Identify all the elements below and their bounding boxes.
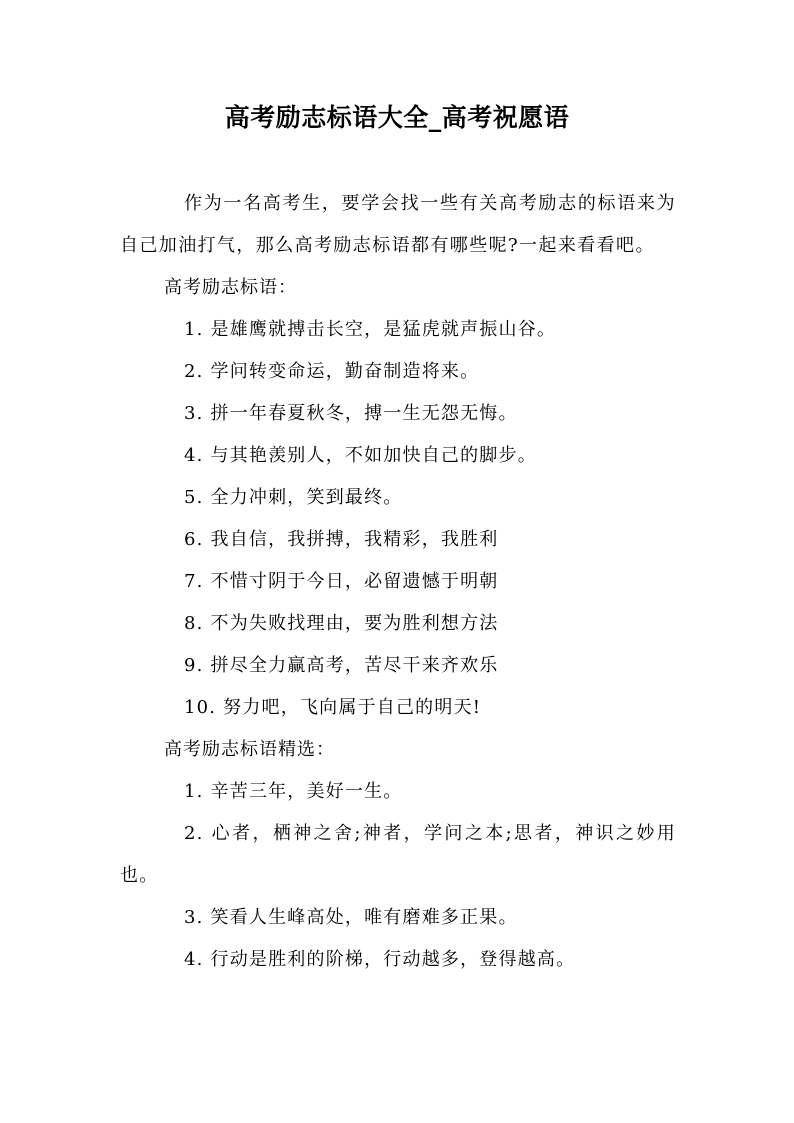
- list-item: 9. 拼尽全力赢高考，苦尽干来齐欢乐: [184, 655, 499, 676]
- list-item: 8. 不为失败找理由，要为胜利想方法: [184, 613, 499, 634]
- list-item: 3. 笑看人生峰高处，唯有磨难多正果。: [184, 907, 518, 928]
- list-item: 1. 是雄鹰就搏击长空，是猛虎就声振山谷。: [184, 319, 557, 340]
- list-item: 2. 心者，栖神之舍;神者，学问之本;思者，神识之妙用也。: [120, 823, 676, 886]
- list-item: 6. 我自信，我拼搏，我精彩，我胜利: [184, 529, 499, 550]
- section-heading-slogans: 高考励志标语：: [164, 277, 297, 298]
- list-item: 2. 学问转变命运，勤奋制造将来。: [184, 361, 480, 382]
- section-heading-selected-slogans: 高考励志标语精选：: [164, 739, 335, 760]
- intro-paragraph: 作为一名高考生，要学会找一些有关高考励志的标语来为自己加油打气，那么高考励志标语都有哪些呢?一起来看看吧。: [120, 193, 676, 256]
- document-title: 高考励志标语大全_高考祝愿语: [224, 103, 570, 132]
- list-item: 4. 行动是胜利的阶梯，行动越多，登得越高。: [184, 949, 576, 970]
- list-item: 3. 拼一年春夏秋冬，搏一生无怨无悔。: [184, 403, 518, 424]
- list-item: 1. 辛苦三年，美好一生。: [184, 781, 403, 802]
- document-body: [120, 183, 676, 981]
- list-item: 7. 不惜寸阴于今日，必留遗憾于明朝: [184, 571, 499, 592]
- list-item: 4. 与其艳羡别人，不如加快自己的脚步。: [184, 445, 537, 466]
- list-item: 5. 全力冲刺，笑到最终。: [184, 487, 403, 508]
- list-item: 10. 努力吧，飞向属于自己的明天!: [184, 697, 482, 718]
